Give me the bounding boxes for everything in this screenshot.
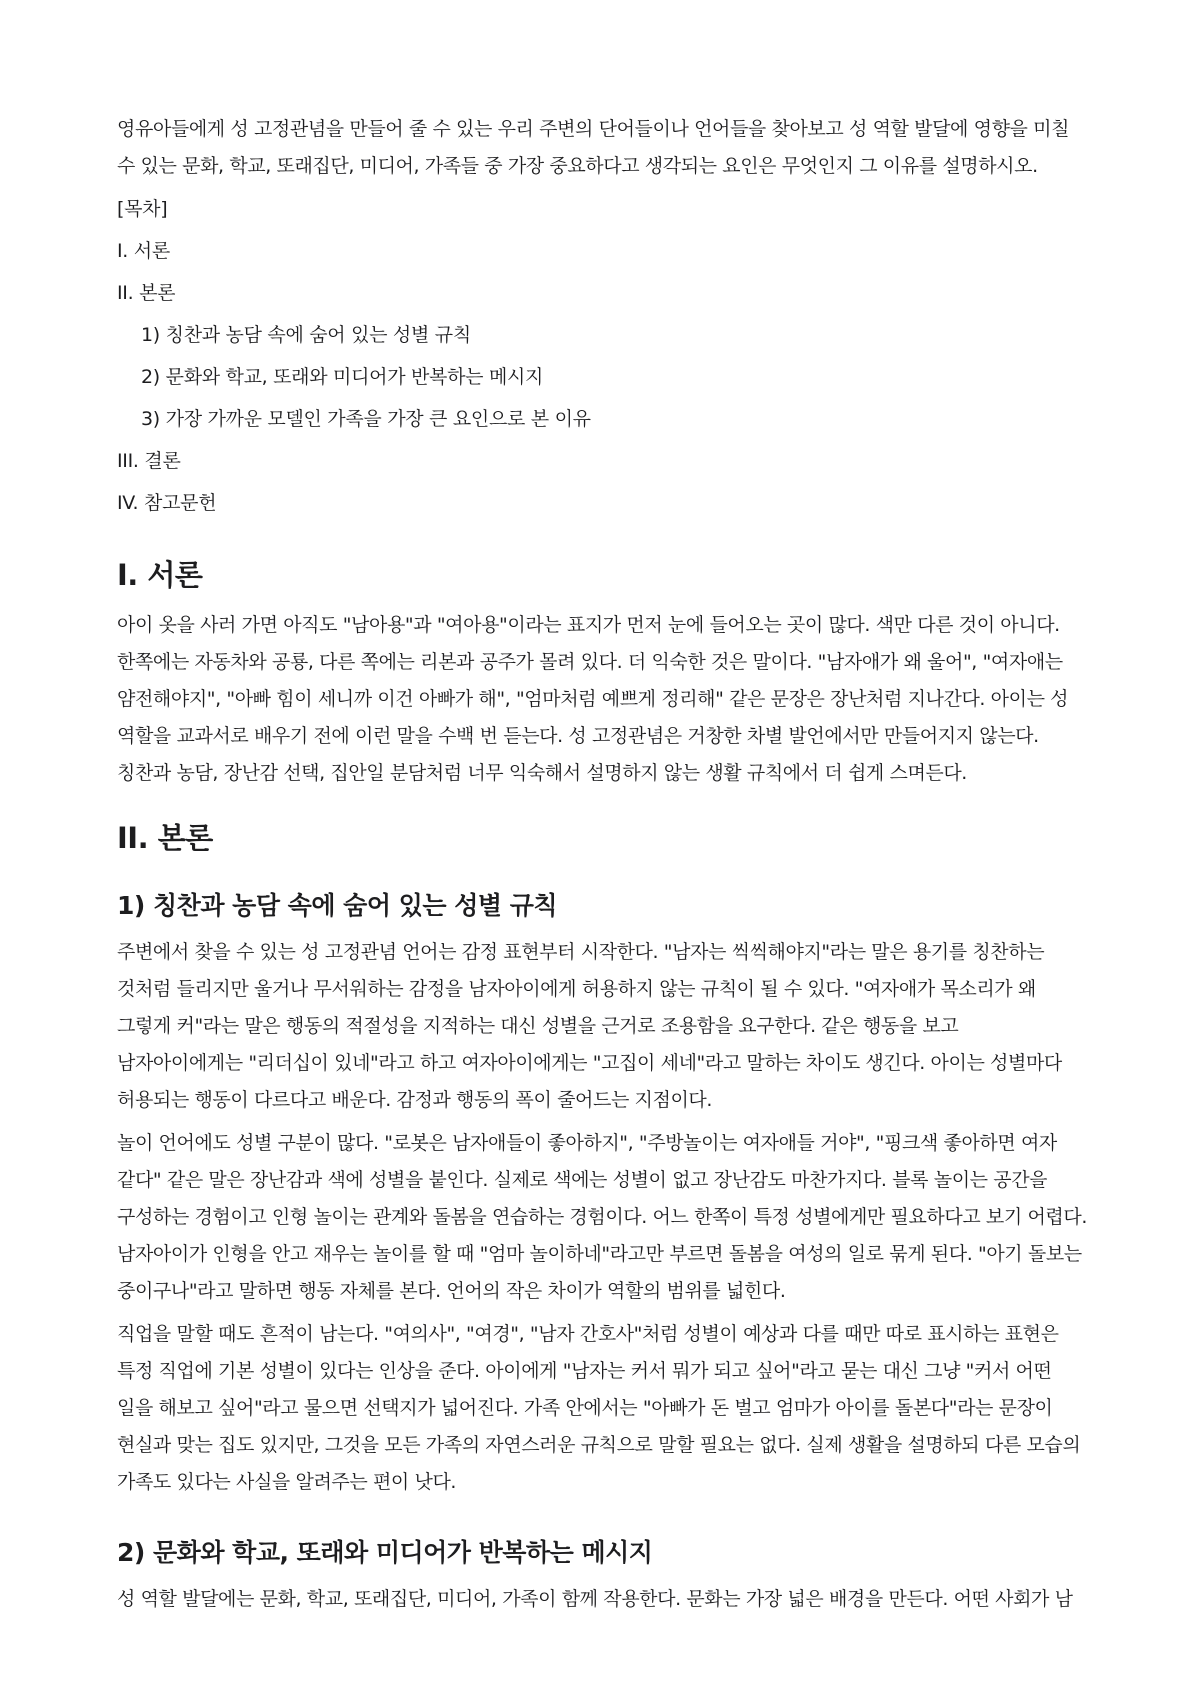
toc-item-intro: I. 서론 [117,240,170,262]
toc-item-main-3: 3) 가장 가까운 모델인 가족을 가장 큰 요인으로 본 이유 [141,408,591,430]
toc-title: [목차] [117,198,168,220]
toc-item-conclusion: III. 결론 [117,450,181,472]
subsection-1-paragraph-3: 직업을 말할 때도 흔적이 남는다. "여의사", "여경", "남자 간호사"처럼 성별이 예상과 다를 때만 따로 표시하는 표현은 특정 직업에 기본 성별이 있다는 인상을 준다. 아이에게 "남자는 커서 뭐가 되고 싶어"라고 묻는 대신 그냥 "커서 어떤 일을 해보고 싶어"라고 물으면 선택지가 넓어진다. 가족 안에서는 "아빠가 돈 벌고 엄마가 아이를 돌본다"라는 문장이 현실과 맞는 집도 있지만, 그것을 모든 가족의 자연스러운 규칙으로 말할 필요는 없다. 실제 생활을 설명하되 다른 모습의 가족도 있다는 사실을 알려주는 편이 낫다. [117,1323,1081,1493]
assignment-question: 영유아들에게 성 고정관념을 만들어 줄 수 있는 우리 주변의 단어들이나 언어들을 찾아보고 성 역할 발달에 영향을 미칠 수 있는 문화, 학교, 또래집단, 미디어, 가족들 중 가장 중요하다고 생각되는 요인은 무엇인지 그 이유를 설명하시오. [117,118,1070,177]
main-section [117,818,1088,1618]
intro-section [117,555,1088,792]
toc-item-references: IV. 참고문헌 [117,492,217,514]
main-heading: II. 본론 [117,821,213,855]
subsection-1-heading: 1) 칭찬과 농담 속에 숨어 있는 성별 규칙 [117,891,557,920]
subsection-2-heading: 2) 문화와 학교, 또래와 미디어가 반복하는 메시지 [117,1538,653,1567]
toc-item-main: II. 본론 [117,282,176,304]
toc-item-main-1: 1) 칭찬과 농담 속에 숨어 있는 성별 규칙 [141,324,471,346]
table-of-contents [117,191,1088,527]
intro-heading: I. 서론 [117,558,203,592]
subsection-1-paragraph-2: 놀이 언어에도 성별 구분이 많다. "로봇은 남자애들이 좋아하지", "주방놀이는 여자애들 거야", "핑크색 좋아하면 여자 같다" 같은 말은 장난감과 색에 성별을 붙인다. 실제로 색에는 성별이 없고 장난감도 마찬가지다. 블록 놀이는 공간을 구성하는 경험이고 인형 놀이는 관계와 돌봄을 연습하는 경험이다. 어느 한쪽이 특정 성별에게만 필요하다고 보기 어렵다. 남자아이가 인형을 안고 재우는 놀이를 할 때 "엄마 놀이하네"라고만 부르면 돌봄을 여성의 일로 묶게 된다. "아기 돌보는 중이구나"라고 말하면 행동 자체를 본다. 언어의 작은 차이가 역할의 범위를 넓힌다. [117,1132,1087,1302]
subsection-2-paragraph-1: 성 역할 발달에는 문화, 학교, 또래집단, 미디어, 가족이 함께 작용한다. 문화는 가장 넓은 배경을 만든다. 어떤 사회가 남 [117,1588,1073,1610]
toc-item-main-2: 2) 문화와 학교, 또래와 미디어가 반복하는 메시지 [141,366,544,388]
subsection-1-paragraph-1: 주변에서 찾을 수 있는 성 고정관념 언어는 감정 표현부터 시작한다. "남자는 씩씩해야지"라는 말은 용기를 칭찬하는 것처럼 들리지만 울거나 무서워하는 감정을 남자아이에게 허용하지 않는 규칙이 될 수 있다. "여자애가 목소리가 왜 그렇게 커"라는 말은 행동의 적절성을 지적하는 대신 성별을 근거로 조용함을 요구한다. 같은 행동을 보고 남자아이에게는 "리더십이 있네"라고 하고 여자아이에게는 "고집이 세네"라고 말하는 차이도 생긴다. 아이는 성별마다 허용되는 행동이 다르다고 배운다. 감정과 행동의 폭이 줄어드는 지점이다. [117,941,1062,1111]
intro-paragraph: 아이 옷을 사러 가면 아직도 "남아용"과 "여아용"이라는 표지가 먼저 눈에 들어오는 곳이 많다. 색만 다른 것이 아니다. 한쪽에는 자동차와 공룡, 다른 쪽에는 리본과 공주가 몰려 있다. 더 익숙한 것은 말이다. "남자애가 왜 울어", "여자애는 얌전해야지", "아빠 힘이 세니까 이건 아빠가 해", "엄마처럼 예쁘게 정리해" 같은 문장은 장난처럼 지나간다. 아이는 성 역할을 교과서로 배우기 전에 이런 말을 수백 번 듣는다. 성 고정관념은 거창한 차별 발언에서만 만들어지지 않는다. 칭찬과 농담, 장난감 선택, 집안일 분담처럼 너무 익숙해서 설명하지 않는 생활 규칙에서 더 쉽게 스며든다. [117,614,1069,784]
toc-list [117,233,1088,527]
